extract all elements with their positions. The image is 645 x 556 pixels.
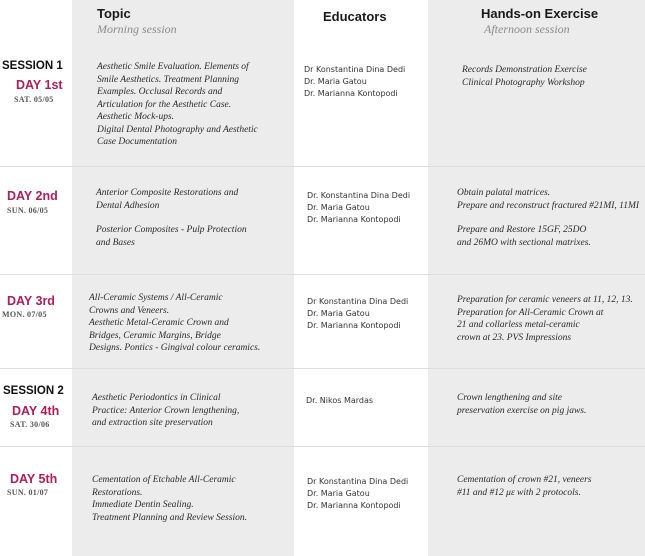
exercise-line: 21 and collarless metal-ceramic	[457, 320, 580, 330]
exercise-cell	[457, 294, 633, 344]
exercise-cell	[462, 64, 587, 89]
exercise-line: #11 and #12 με with 2 protocols.	[457, 487, 581, 498]
day-date: SUN. 01/07	[7, 488, 49, 497]
topic-line: Aesthetic Mock-ups.	[97, 112, 175, 122]
topic-line: Treatment Planning and Review Session.	[92, 512, 248, 523]
day-date: SAT. 30/06	[10, 420, 50, 429]
educator-name: Dr. Marianna Kontopodi	[307, 215, 401, 224]
topic-subheader: Morning session	[97, 22, 177, 36]
exercise-line: Obtain palatal matrices.	[457, 188, 551, 198]
session-label: SESSION 1	[2, 60, 63, 72]
exercise-cell	[457, 392, 586, 417]
educator-name: Dr Konstantina Dina Dedi	[304, 65, 406, 74]
exercise-line: Clinical Photography Workshop	[462, 77, 585, 88]
topic-line: Anterior Composite Restorations and	[96, 188, 239, 198]
topic-cell	[97, 61, 258, 149]
topic-line: Examples. Occlusal Records and	[97, 87, 223, 97]
topic-line: Case Documentation	[97, 137, 177, 147]
educator-name: Dr. Nikos Mardas	[306, 396, 374, 405]
educator-name: Dr Konstantina Dina Dedi	[307, 477, 409, 486]
hands-on-header: Hands-on Exercise	[481, 6, 599, 21]
row-divider	[0, 446, 645, 447]
exercise-line: Preparation for ceramic veneers at 11, 12, 13.	[457, 295, 633, 305]
educator-name: Dr. Marianna Kontopodi	[307, 321, 401, 330]
hands-on-subheader: Afternoon session	[484, 22, 570, 36]
topic-line: Restorations.	[92, 487, 143, 498]
educator-name: Dr. Marianna Kontopodi	[304, 89, 398, 98]
topic-line: Articulation for the Aesthetic Case.	[97, 99, 232, 110]
topic-line: Dental Adhesion	[96, 200, 160, 211]
exercise-line: crown at 23. PVS Impressions	[457, 332, 572, 343]
day-label: DAY 5th	[10, 472, 58, 486]
educator-name: Dr. Konstantina Dina Dedi	[307, 191, 411, 200]
topic-line: Cementation of Etchable All-Ceramic	[92, 475, 236, 485]
exercise-cell	[457, 187, 639, 249]
educator-name: Dr. Maria Gatou	[304, 77, 367, 86]
topic-line: and Bases	[96, 237, 135, 248]
topic-spacer	[96, 212, 247, 224]
topic-cell	[96, 187, 247, 249]
session-label: SESSION 2	[3, 385, 64, 397]
topic-line: Aesthetic Smile Evaluation. Elements of	[97, 62, 249, 72]
educators-cell	[307, 190, 410, 226]
topic-line: Smile Aesthetics. Treatment Planning	[97, 74, 239, 85]
topic-line: Crowns and Veneers.	[89, 305, 170, 316]
topic-line: Aesthetic Metal-Ceramic Crown and	[89, 318, 229, 328]
exercise-line: Prepare and reconstruct fractured #21MI, 11MI	[457, 200, 640, 211]
exercise-line: Prepare and Restore 15GF, 25DO	[457, 225, 587, 235]
topic-cell	[92, 392, 239, 430]
topic-cell	[89, 292, 260, 355]
day-label: DAY 4th	[12, 404, 60, 418]
topic-line: and extraction site preservation	[92, 418, 213, 428]
topic-line: Bridges, Ceramic Margins, Bridge	[89, 330, 221, 341]
topic-line: Posterior Composites - Pulp Protection	[96, 225, 247, 235]
topic-line: Designs. Pontics - Gingival colour ceramics.	[89, 343, 261, 353]
topic-cell	[92, 474, 247, 524]
topic-header: Topic	[97, 6, 131, 21]
exercise-line: Records Demonstration Exercise	[462, 65, 587, 75]
exercise-cell	[457, 474, 591, 499]
educators-cell	[307, 476, 408, 512]
topic-line: Immediate Dentin Sealing.	[92, 500, 194, 510]
row-divider	[0, 368, 645, 369]
topic-line: All-Ceramic Systems / All-Ceramic	[89, 293, 223, 303]
topic-line: Digital Dental Photography and Aesthetic	[97, 124, 258, 135]
educator-name: Dr. Maria Gatou	[307, 203, 370, 212]
day-date: SAT. 05/05	[14, 95, 54, 104]
topic-line: Practice: Anterior Crown lengthening,	[92, 405, 240, 416]
exercise-line: Preparation for All-Ceramic Crown at	[457, 307, 604, 318]
educators-cell	[304, 64, 405, 100]
exercise-line: preservation exercise on pig jaws.	[457, 405, 587, 416]
educator-name: Dr Konstantina Dina Dedi	[307, 297, 409, 306]
exercise-line: Cementation of crown #21, veneers	[457, 475, 592, 485]
day-label: DAY 3rd	[7, 294, 55, 308]
educators-header: Educators	[323, 9, 387, 24]
day-label: DAY 2nd	[7, 189, 58, 203]
day-date: SUN. 06/05	[7, 206, 49, 215]
row-divider	[0, 274, 645, 275]
day-label: DAY 1st	[16, 78, 63, 92]
educator-name: Dr. Marianna Kontopodi	[307, 501, 401, 510]
row-divider	[0, 166, 645, 167]
exercise-spacer	[457, 212, 639, 224]
topic-line: Aesthetic Periodontics in Clinical	[92, 393, 221, 403]
exercise-line: and 26MO with sectional matrixes.	[457, 237, 591, 248]
day-date: MON. 07/05	[2, 310, 47, 319]
educator-name: Dr. Maria Gatou	[307, 309, 370, 318]
educators-cell	[307, 296, 408, 332]
educator-name: Dr. Maria Gatou	[307, 489, 370, 498]
exercise-line: Crown lengthening and site	[457, 393, 562, 403]
educators-cell	[306, 395, 373, 407]
